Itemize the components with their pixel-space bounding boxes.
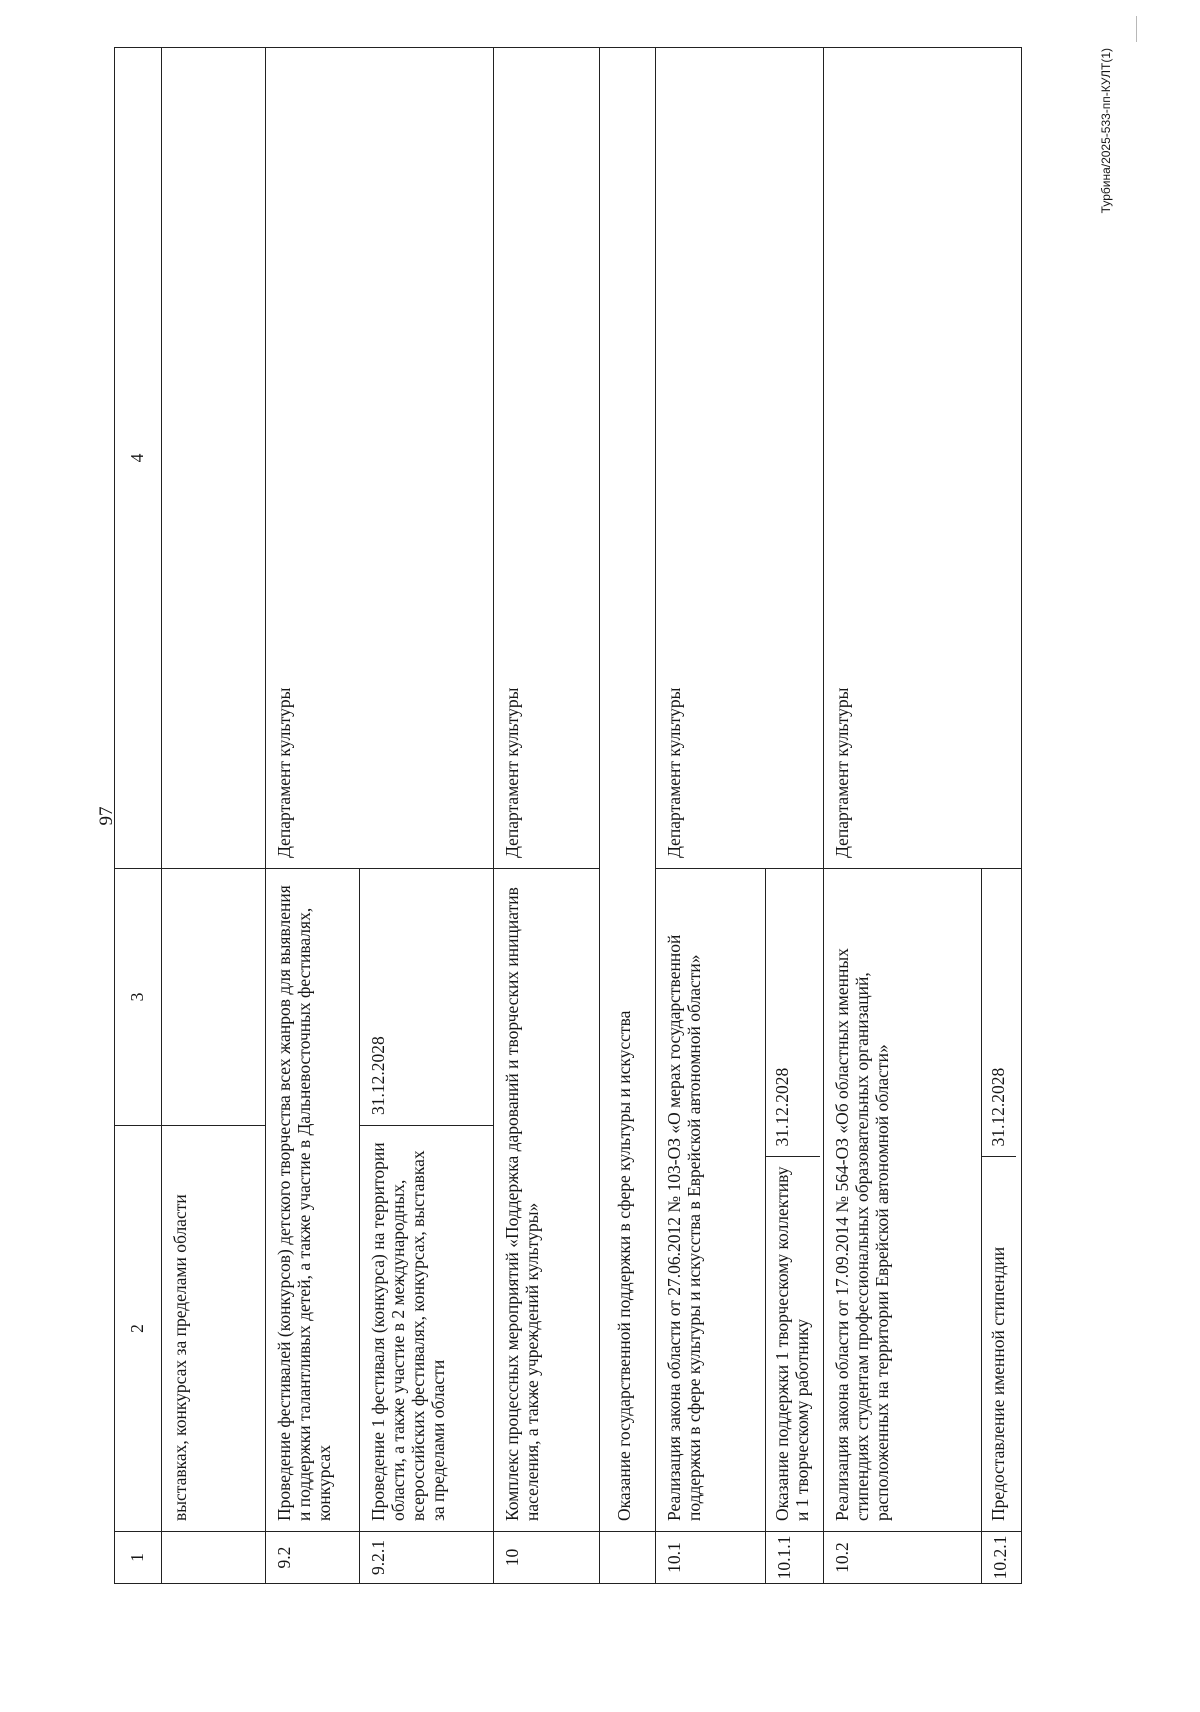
- row-text: Проведение фестивалей (конкурсов) детского творчества всех жанров для выявления и поддержки талантливых детей, а также участие в Дальневосточных фестивалях, конкурсах: [266, 869, 360, 1532]
- nested-row: [766, 869, 820, 1531]
- row-date: [162, 869, 266, 1126]
- document-footer-code: Турбина/2025-533-пп-КУЛТ(1): [1099, 48, 1113, 214]
- column-header: 4: [115, 48, 162, 869]
- row-number: 10.1: [656, 1532, 766, 1584]
- table-row: [824, 48, 982, 1584]
- row-text: Реализация закона области от 27.06.2012 № 103-ОЗ «О мерах государственной поддержки в сфере культуры и искусства в Еврейской автономной области»: [656, 869, 766, 1532]
- column-header: 1: [115, 1532, 162, 1584]
- row-text: Оказание поддержки 1 творческому коллективу и 1 творческому работнику: [772, 1166, 812, 1521]
- row-text: Комплекс процессных мероприятий «Поддержка дарований и творческих инициатив населения, а также учреждений культуры»: [494, 869, 600, 1532]
- page-number: 97: [96, 806, 117, 826]
- row-number: [162, 1532, 266, 1584]
- table-row: [600, 48, 656, 1584]
- row-number: 9.2: [266, 1532, 360, 1584]
- row-text: Предоставление именной стипендии: [988, 1246, 1008, 1521]
- measures-table: [114, 47, 1022, 1584]
- row-number: 10: [494, 1532, 600, 1584]
- row-department: Департамент культуры: [656, 48, 824, 869]
- row-text: выставках, конкурсах за пределами области: [162, 1126, 266, 1532]
- row-text: Проведение 1 фестиваля (конкурса) на территории области, а также участие в 2 международных, всероссийских фестивалях, конкурсах, выставках за пределами области: [360, 1126, 494, 1532]
- row-date: 31.12.2028: [766, 869, 820, 1157]
- column-header: 2: [115, 1126, 162, 1532]
- row-department: Департамент культуры: [494, 48, 600, 869]
- row-text-and-date: [982, 869, 1022, 1532]
- section-title: Оказание государственной поддержки в сфере культуры и искусства: [600, 48, 656, 1532]
- table-row: [162, 48, 266, 1584]
- row-text: Реализация закона области от 17.09.2014 № 564-ОЗ «Об областных именных стипендиях студентам профессиональных образовательных организаций, расположенных на территории Еврейской автономной области»: [824, 869, 982, 1532]
- row-date: 31.12.2028: [360, 869, 494, 1126]
- table-row: [266, 48, 360, 1584]
- row-department: Департамент культуры: [824, 48, 1022, 869]
- row-number: 10.1.1: [766, 1532, 824, 1584]
- table-row: [494, 48, 600, 1584]
- scan-edge-mark: [1136, 16, 1137, 42]
- table-header-row: [115, 48, 162, 1584]
- column-header: 3: [115, 869, 162, 1126]
- table-row: [656, 48, 766, 1584]
- row-number: 10.2: [824, 1532, 982, 1584]
- row-number: [600, 1532, 656, 1584]
- row-text-and-date: [766, 869, 824, 1532]
- document-sheet: [96, 48, 1160, 1584]
- nested-row: [982, 869, 1016, 1531]
- row-date: 31.12.2028: [982, 869, 1016, 1157]
- row-number: 10.2.1: [982, 1532, 1022, 1584]
- row-department: Департамент культуры: [266, 48, 494, 869]
- row-number: 9.2.1: [360, 1532, 494, 1584]
- row-department: [162, 48, 266, 869]
